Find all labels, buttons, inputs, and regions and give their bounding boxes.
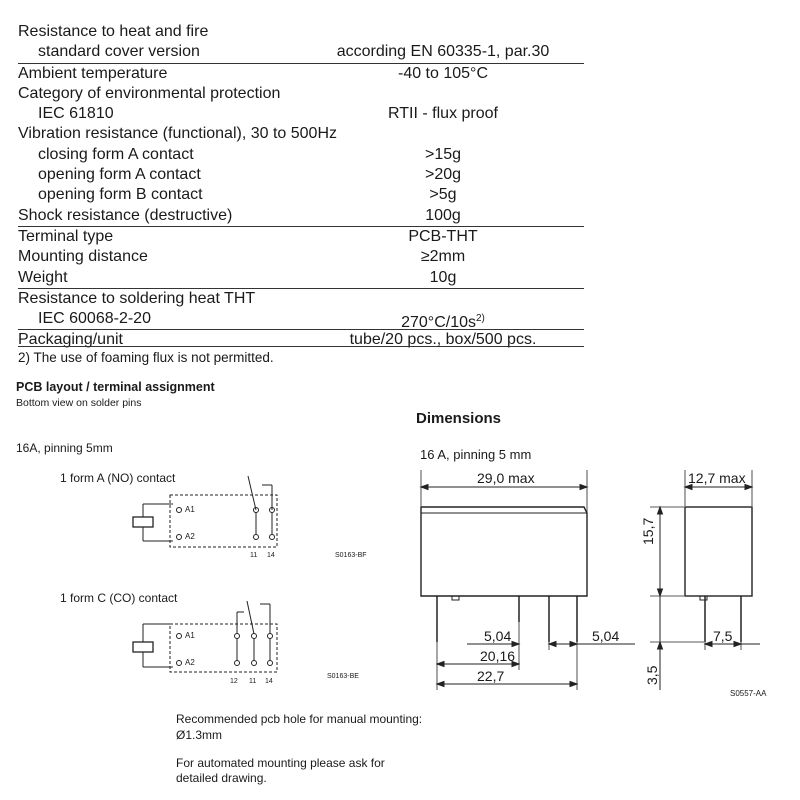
dimensions-subtitle: 16 A, pinning 5 mm (420, 447, 532, 462)
relay-body-side (685, 507, 752, 596)
spec-value-text: >15g (424, 145, 462, 163)
form-a-coil (133, 517, 153, 527)
spec-value-text: -40 to 105°C (397, 64, 488, 82)
form-c-drawing-code: S0163-BE (327, 673, 359, 680)
spec-label: Shock resistance (destructive) (18, 206, 233, 224)
dim-height: 15,7 (640, 517, 656, 545)
pcb-layout-title: PCB layout / terminal assignment (16, 380, 215, 394)
form-a-pin-a2 (177, 535, 182, 540)
dim-side-pin: 7,5 (713, 628, 733, 644)
form-c-label-pin14: 14 (265, 678, 273, 685)
spec-value-text: >5g (429, 186, 457, 204)
dim-pin-length: 3,5 (644, 665, 660, 685)
dimensions-drawing-code: S0557-AA (730, 689, 767, 698)
spec-value-text: 270°C/10s (401, 314, 476, 332)
form-c-label-a2: A2 (185, 658, 195, 667)
form-c-label-pin12: 12 (230, 678, 238, 685)
form-c-label-a1: A1 (185, 631, 195, 640)
spec-label: standard cover version (38, 43, 200, 61)
spec-label: opening form A contact (38, 166, 201, 184)
form-a-pin-a1 (177, 508, 182, 513)
pcb-rating: 16A, pinning 5mm (16, 441, 113, 455)
form-a-label-a2: A2 (185, 532, 195, 541)
dim-depth: 12,7 max (688, 470, 746, 486)
spec-label: Ambient temperature (18, 64, 168, 82)
spec-label: Terminal type (18, 227, 114, 245)
form-a-label-pin14: 14 (267, 552, 275, 559)
footnote: 2) The use of foaming flux is not permitted. (18, 350, 274, 365)
form-a-title: 1 form A (NO) contact (60, 471, 176, 485)
side-view-drawing (650, 470, 760, 690)
form-a-contact-blade (248, 476, 256, 510)
spec-label: opening form B contact (38, 186, 203, 204)
spec-value-text: >20g (424, 166, 462, 184)
form-c-coil (133, 642, 153, 652)
form-c-schematic (133, 601, 277, 672)
spec-value-text: PCB-THT (408, 227, 478, 245)
spec-label: IEC 60068-2-20 (38, 310, 151, 328)
dim-width: 29,0 max (477, 470, 535, 486)
form-c-title: 1 form C (CO) contact (60, 591, 178, 605)
spec-value-text: tube/20 pcs., box/500 pcs. (349, 331, 537, 349)
form-a-schematic (133, 476, 277, 547)
spec-value-text: RTII - flux proof (388, 105, 498, 123)
spec-label: Weight (18, 268, 68, 286)
spec-value-text: ≥2mm (420, 248, 466, 266)
form-a-label-pin11: 11 (250, 552, 258, 559)
form-a-drawing-code: S0163-BF (335, 552, 367, 559)
spec-value-text: 10g (429, 268, 457, 286)
spec-label: IEC 61810 (38, 105, 114, 123)
spec-label: Mounting distance (18, 248, 148, 266)
front-view-drawing (421, 470, 635, 690)
note-line-2: Ø1.3mm (176, 728, 223, 742)
spec-label: Resistance to soldering heat THT (18, 289, 256, 307)
spec-value-text: according EN 60335-1, par.30 (336, 43, 550, 61)
dimensions-title: Dimensions (416, 410, 502, 427)
dim-pin-b: 5,04 (592, 628, 620, 644)
note-line-4: detailed drawing. (176, 771, 267, 785)
form-c-label-pin11: 11 (249, 678, 257, 685)
form-c-contact-blade (247, 601, 254, 634)
form-a-label-a1: A1 (185, 505, 195, 514)
spec-value-text: 100g (425, 206, 461, 224)
pcb-layout-subtitle: Bottom view on solder pins (16, 397, 142, 409)
spec-footnote-ref: 2) (475, 313, 485, 325)
spec-label: Packaging/unit (18, 331, 123, 349)
relay-body-front (421, 507, 587, 596)
spec-label: Category of environmental protection (18, 84, 281, 102)
dim-span-mid: 20,16 (480, 648, 516, 664)
spec-label: Resistance to heat and fire (18, 23, 209, 40)
dim-pin-a: 5,04 (484, 628, 512, 644)
spec-label: Vibration resistance (functional), 30 to 500Hz (18, 125, 337, 143)
dim-span-total: 22,7 (477, 668, 505, 684)
note-line-3: For automated mounting please ask for (176, 756, 385, 770)
note-line-1: Recommended pcb hole for manual mounting: (176, 712, 423, 726)
spec-label: closing form A contact (38, 145, 194, 163)
